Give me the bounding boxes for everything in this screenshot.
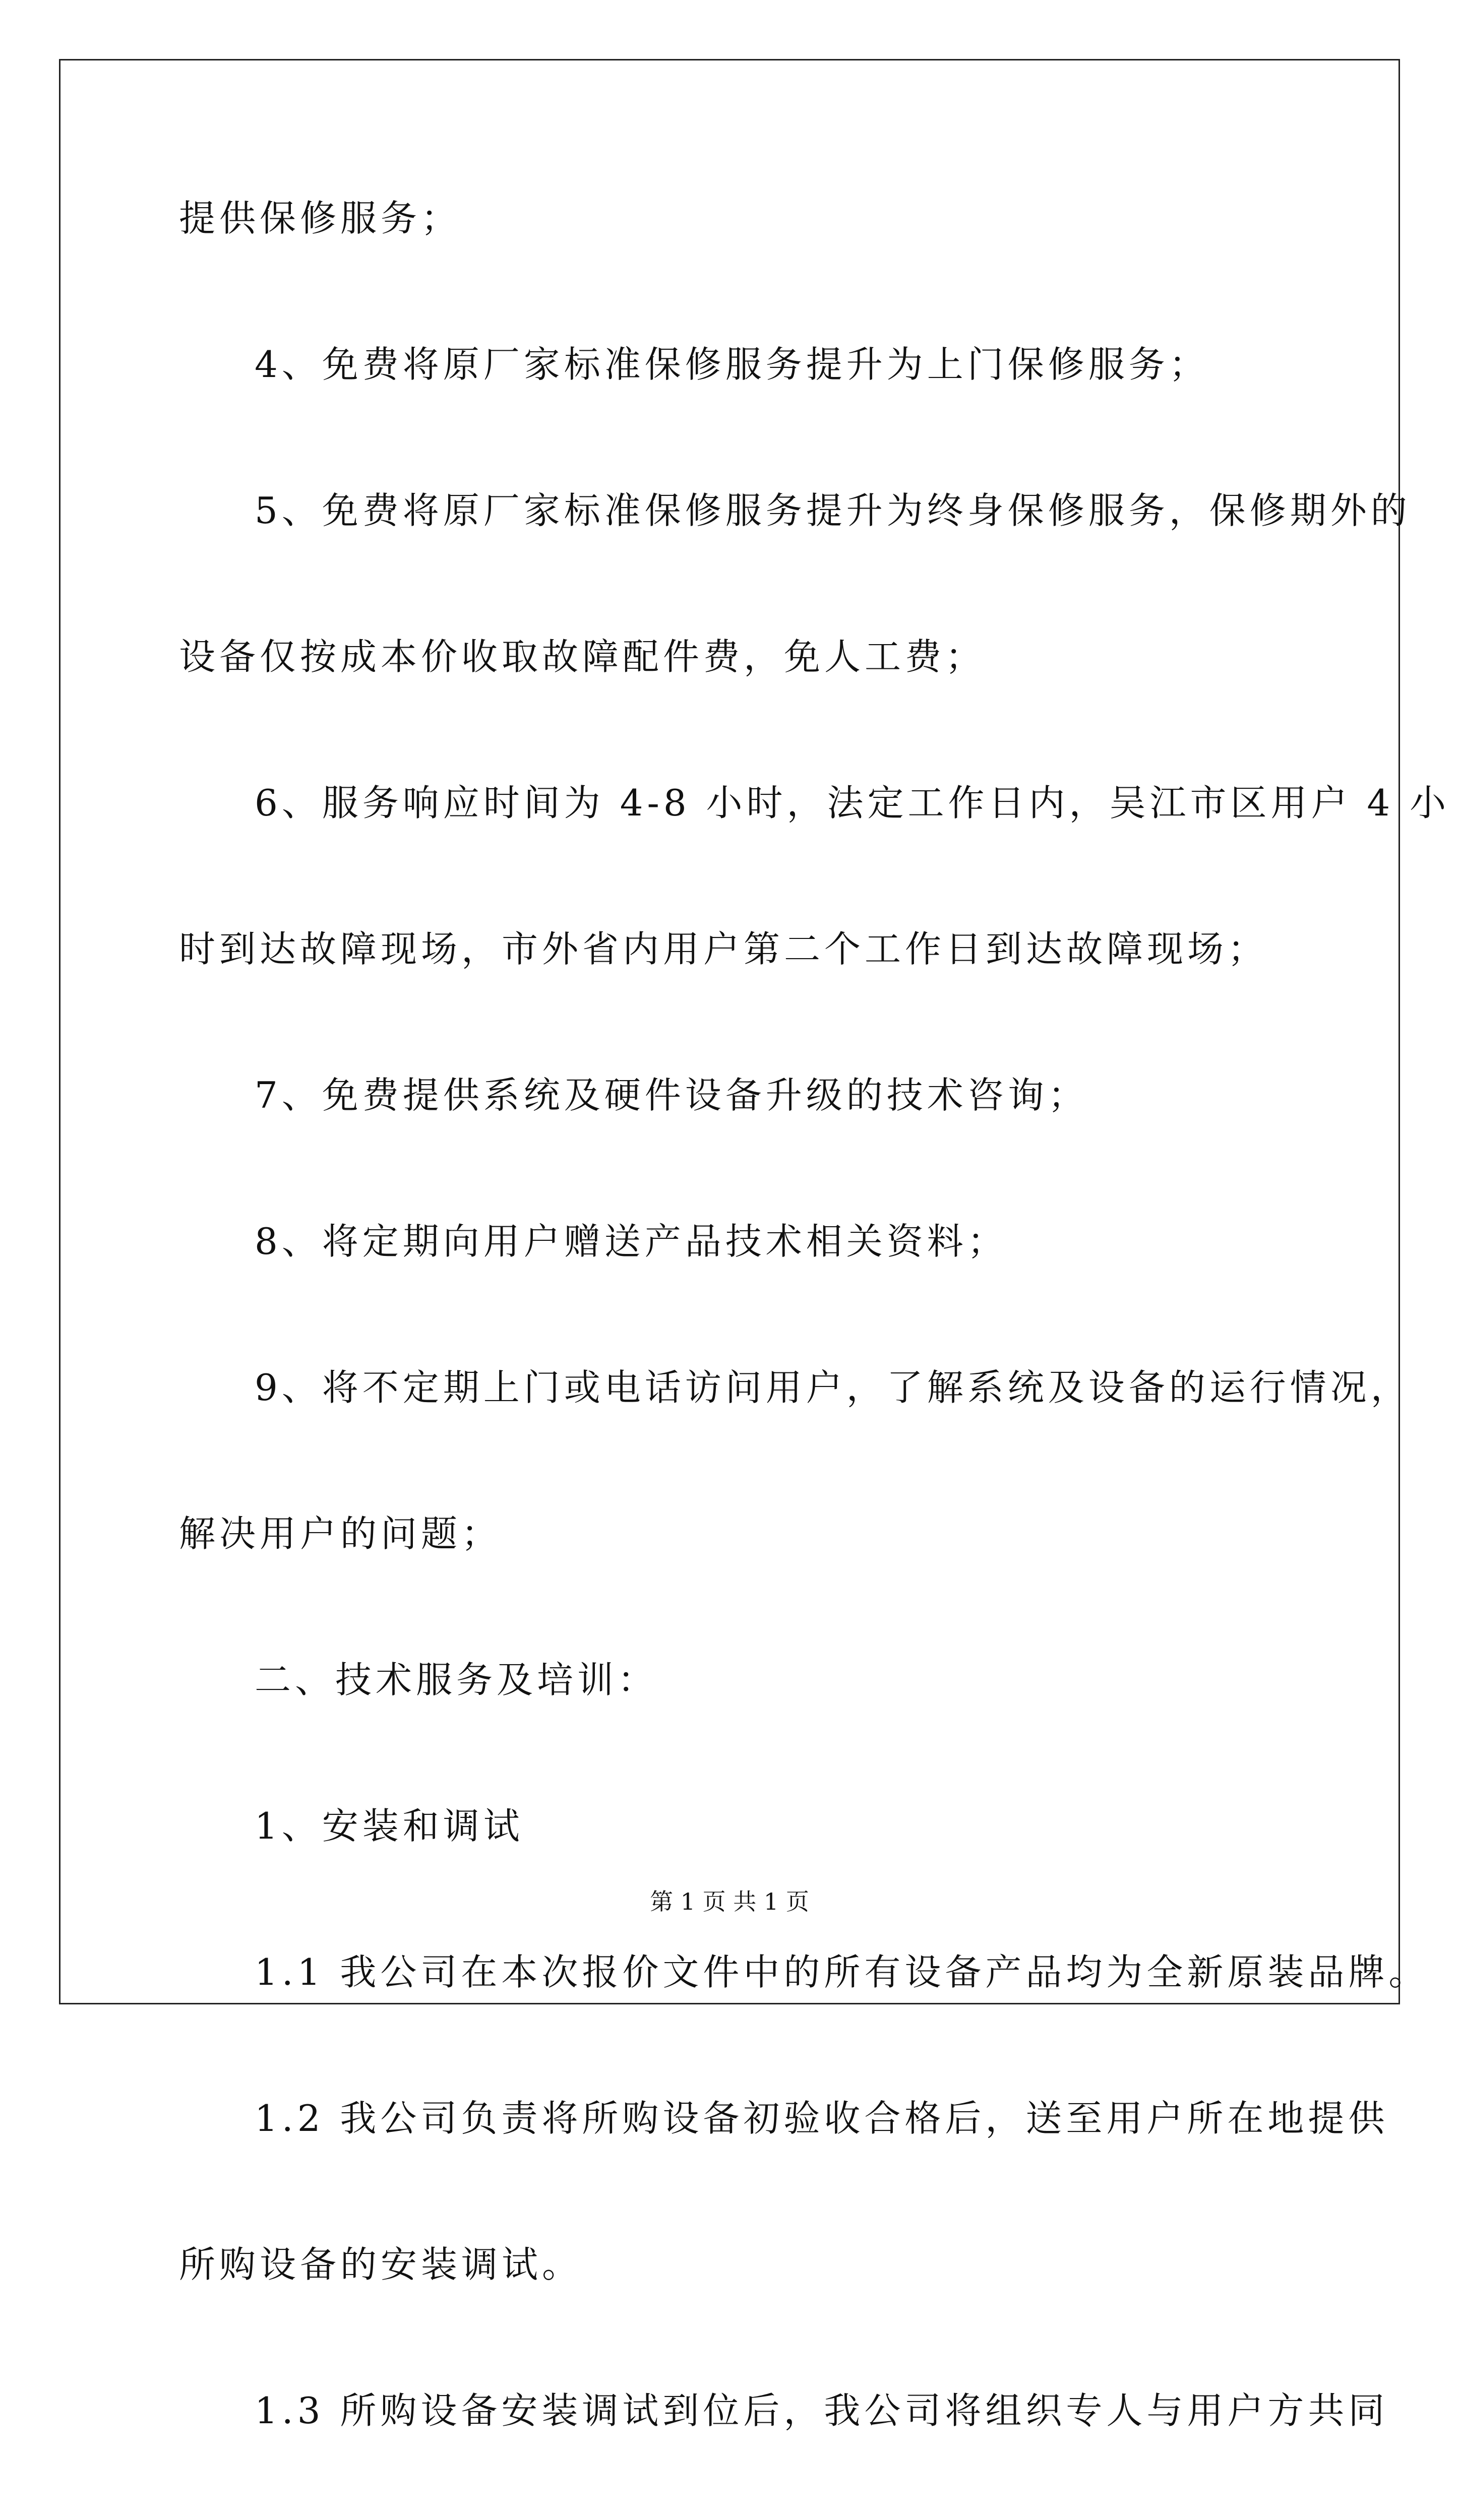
paragraph-line: 9、将不定期上门或电话访问用户，了解系统及设备的运行情况， bbox=[255, 1366, 1411, 1409]
paragraph-line: 1.3 所购设备安装调试到位后，我公司将组织专人与用户方共同 bbox=[255, 2389, 1389, 2432]
paragraph-line: 解决用户的问题； bbox=[179, 1513, 502, 1555]
paragraph-line: 所购设备的安装调试。 bbox=[179, 2243, 583, 2286]
document-body bbox=[179, 194, 1450, 2520]
paragraph-line: 1.1 我公司在本次报价文件中的所有设备产品均为全新原装品牌。 bbox=[255, 1951, 1429, 1993]
paragraph-line: 4、免费将原厂家标准保修服务提升为上门保修服务； bbox=[255, 343, 1209, 386]
paragraph-line: 提供保修服务； bbox=[179, 197, 462, 239]
subsection-heading: 1、安装和调试 bbox=[255, 1805, 524, 1847]
page-number-footer: 第 1 页 共 1 页 bbox=[650, 1888, 809, 1915]
paragraph-line: 6、服务响应时间为 4-8 小时，法定工作日内，吴江市区用户 4 小 bbox=[255, 782, 1450, 824]
paragraph-line: 时到达故障现场，市外省内用户第二个工作日到达故障现场； bbox=[179, 928, 1268, 970]
paragraph-line: 设备仅按成本价收取故障配件费，免人工费； bbox=[179, 636, 986, 678]
paragraph-line: 5、免费将原厂家标准保修服务提升为终身保修服务，保修期外的 bbox=[255, 489, 1411, 532]
paragraph-line: 8、将定期向用户赠送产品技术相关资料； bbox=[255, 1220, 1008, 1263]
paragraph-line: 1.2 我公司负责将所购设备初验收合格后，送至用户所在地提供 bbox=[255, 2097, 1389, 2139]
paragraph-line: 7、免费提供系统及硬件设备升级的技术咨询； bbox=[255, 1074, 1088, 1116]
section-heading: 二、技术服务及培训： bbox=[255, 1659, 658, 1701]
